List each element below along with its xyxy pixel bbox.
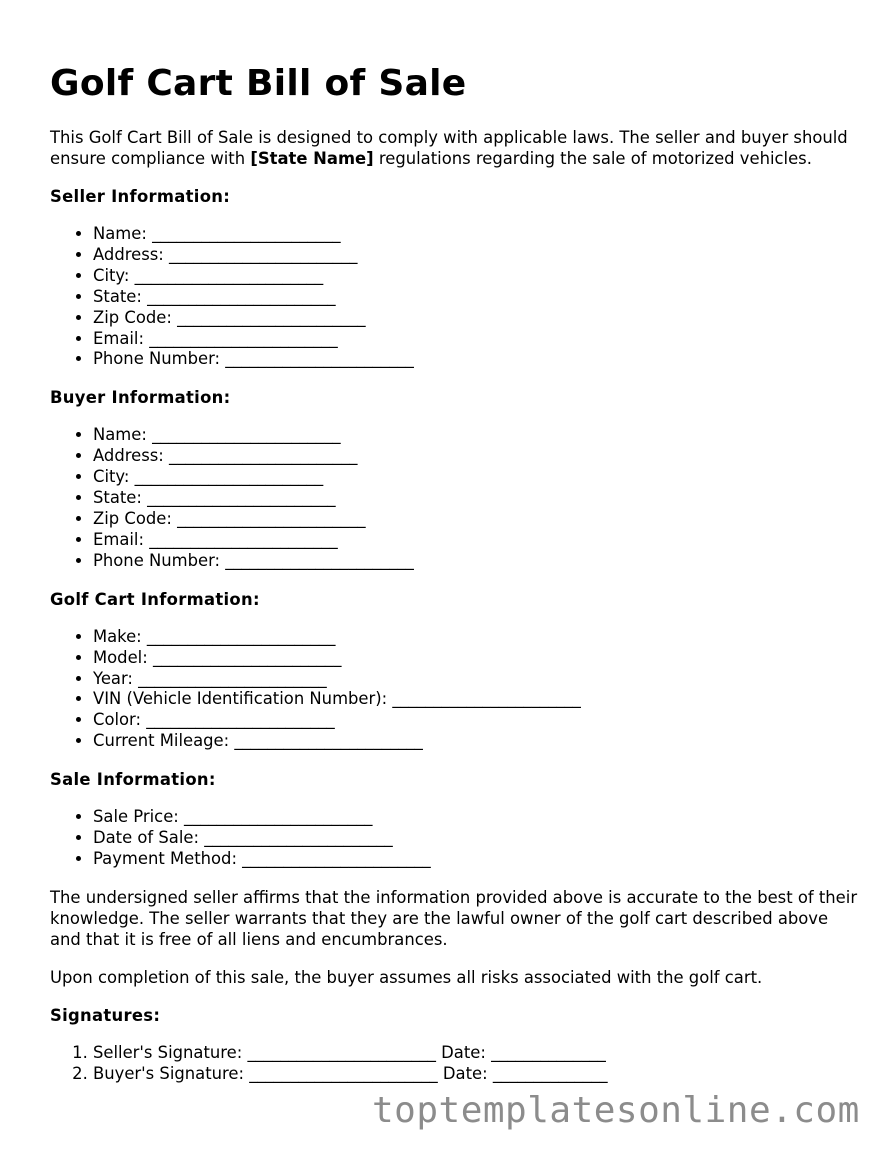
buyer-phone-field[interactable]: • Phone Number: _______________________ [93, 551, 860, 572]
page-title: Golf Cart Bill of Sale [50, 63, 467, 104]
seller-state-field[interactable]: • State: _______________________ [93, 287, 860, 308]
seller-address-field[interactable]: • Address: _______________________ [93, 245, 860, 266]
sale-field-list [50, 807, 860, 870]
intro-text-2: regulations regarding the sale of motorized vehicles. [373, 149, 812, 168]
signature-list [50, 1043, 860, 1085]
sale-price-field[interactable]: • Sale Price: _______________________ [93, 807, 860, 828]
cart-year-field[interactable]: • Year: _______________________ [93, 669, 860, 690]
golf-cart-field-list [50, 627, 860, 752]
cart-vin-field[interactable]: • VIN (Vehicle Identification Number): _______________________ [93, 689, 860, 710]
sale-date-field[interactable]: • Date of Sale: _______________________ [93, 828, 860, 849]
buyer-state-field[interactable]: • State: _______________________ [93, 488, 860, 509]
affirmation-paragraph: The undersigned seller affirms that the information provided above is accurate to the best of their knowledge. The seller warrants that they are the lawful owner of the golf cart described above and that it is free of all liens and encumbrances. [50, 887, 858, 949]
buyer-field-list [50, 425, 860, 571]
buyer-name-field[interactable]: • Name: _______________________ [93, 425, 860, 446]
signatures-heading: Signatures: [50, 1005, 161, 1025]
seller-heading: Seller Information: [50, 187, 231, 206]
intro-paragraph [50, 127, 860, 169]
seller-city-field[interactable]: • City: _______________________ [93, 266, 860, 287]
buyer-signature-line[interactable]: 2. Buyer's Signature: _______________________ Date: ______________ [93, 1064, 860, 1085]
cart-make-field[interactable]: • Make: _______________________ [93, 627, 860, 648]
cart-mileage-field[interactable]: • Current Mileage: _______________________ [93, 731, 860, 752]
seller-signature-line[interactable]: 1. Seller's Signature: _______________________ Date: ______________ [93, 1043, 860, 1064]
risk-paragraph: Upon completion of this sale, the buyer assumes all risks associated with the golf cart. [50, 967, 763, 987]
cart-model-field[interactable]: • Model: _______________________ [93, 648, 860, 669]
buyer-email-field[interactable]: • Email: _______________________ [93, 530, 860, 551]
watermark-text: toptemplatesonline.com [372, 1090, 860, 1131]
golf-cart-heading: Golf Cart Information: [50, 589, 260, 609]
cart-color-field[interactable]: • Color: _______________________ [93, 710, 860, 731]
seller-zip-field[interactable]: • Zip Code: _______________________ [93, 308, 860, 329]
seller-name-field[interactable]: • Name: _______________________ [93, 224, 860, 245]
document-page [50, 0, 860, 1085]
buyer-city-field[interactable]: • City: _______________________ [93, 467, 860, 488]
seller-phone-field[interactable]: • Phone Number: _______________________ [93, 349, 860, 370]
buyer-address-field[interactable]: • Address: _______________________ [93, 446, 860, 467]
buyer-zip-field[interactable]: • Zip Code: _______________________ [93, 509, 860, 530]
state-name-placeholder: [State Name] [250, 149, 374, 168]
buyer-heading: Buyer Information: [50, 388, 231, 408]
intro-text-1: This Golf Cart Bill of Sale is designed to comply with applicable laws. The seller and buyer should ensure compliance with [50, 128, 848, 168]
seller-email-field[interactable]: • Email: _______________________ [93, 329, 860, 350]
sale-heading: Sale Information: [50, 770, 216, 790]
payment-method-field[interactable]: • Payment Method: _______________________ [93, 849, 860, 870]
seller-field-list [50, 224, 860, 370]
